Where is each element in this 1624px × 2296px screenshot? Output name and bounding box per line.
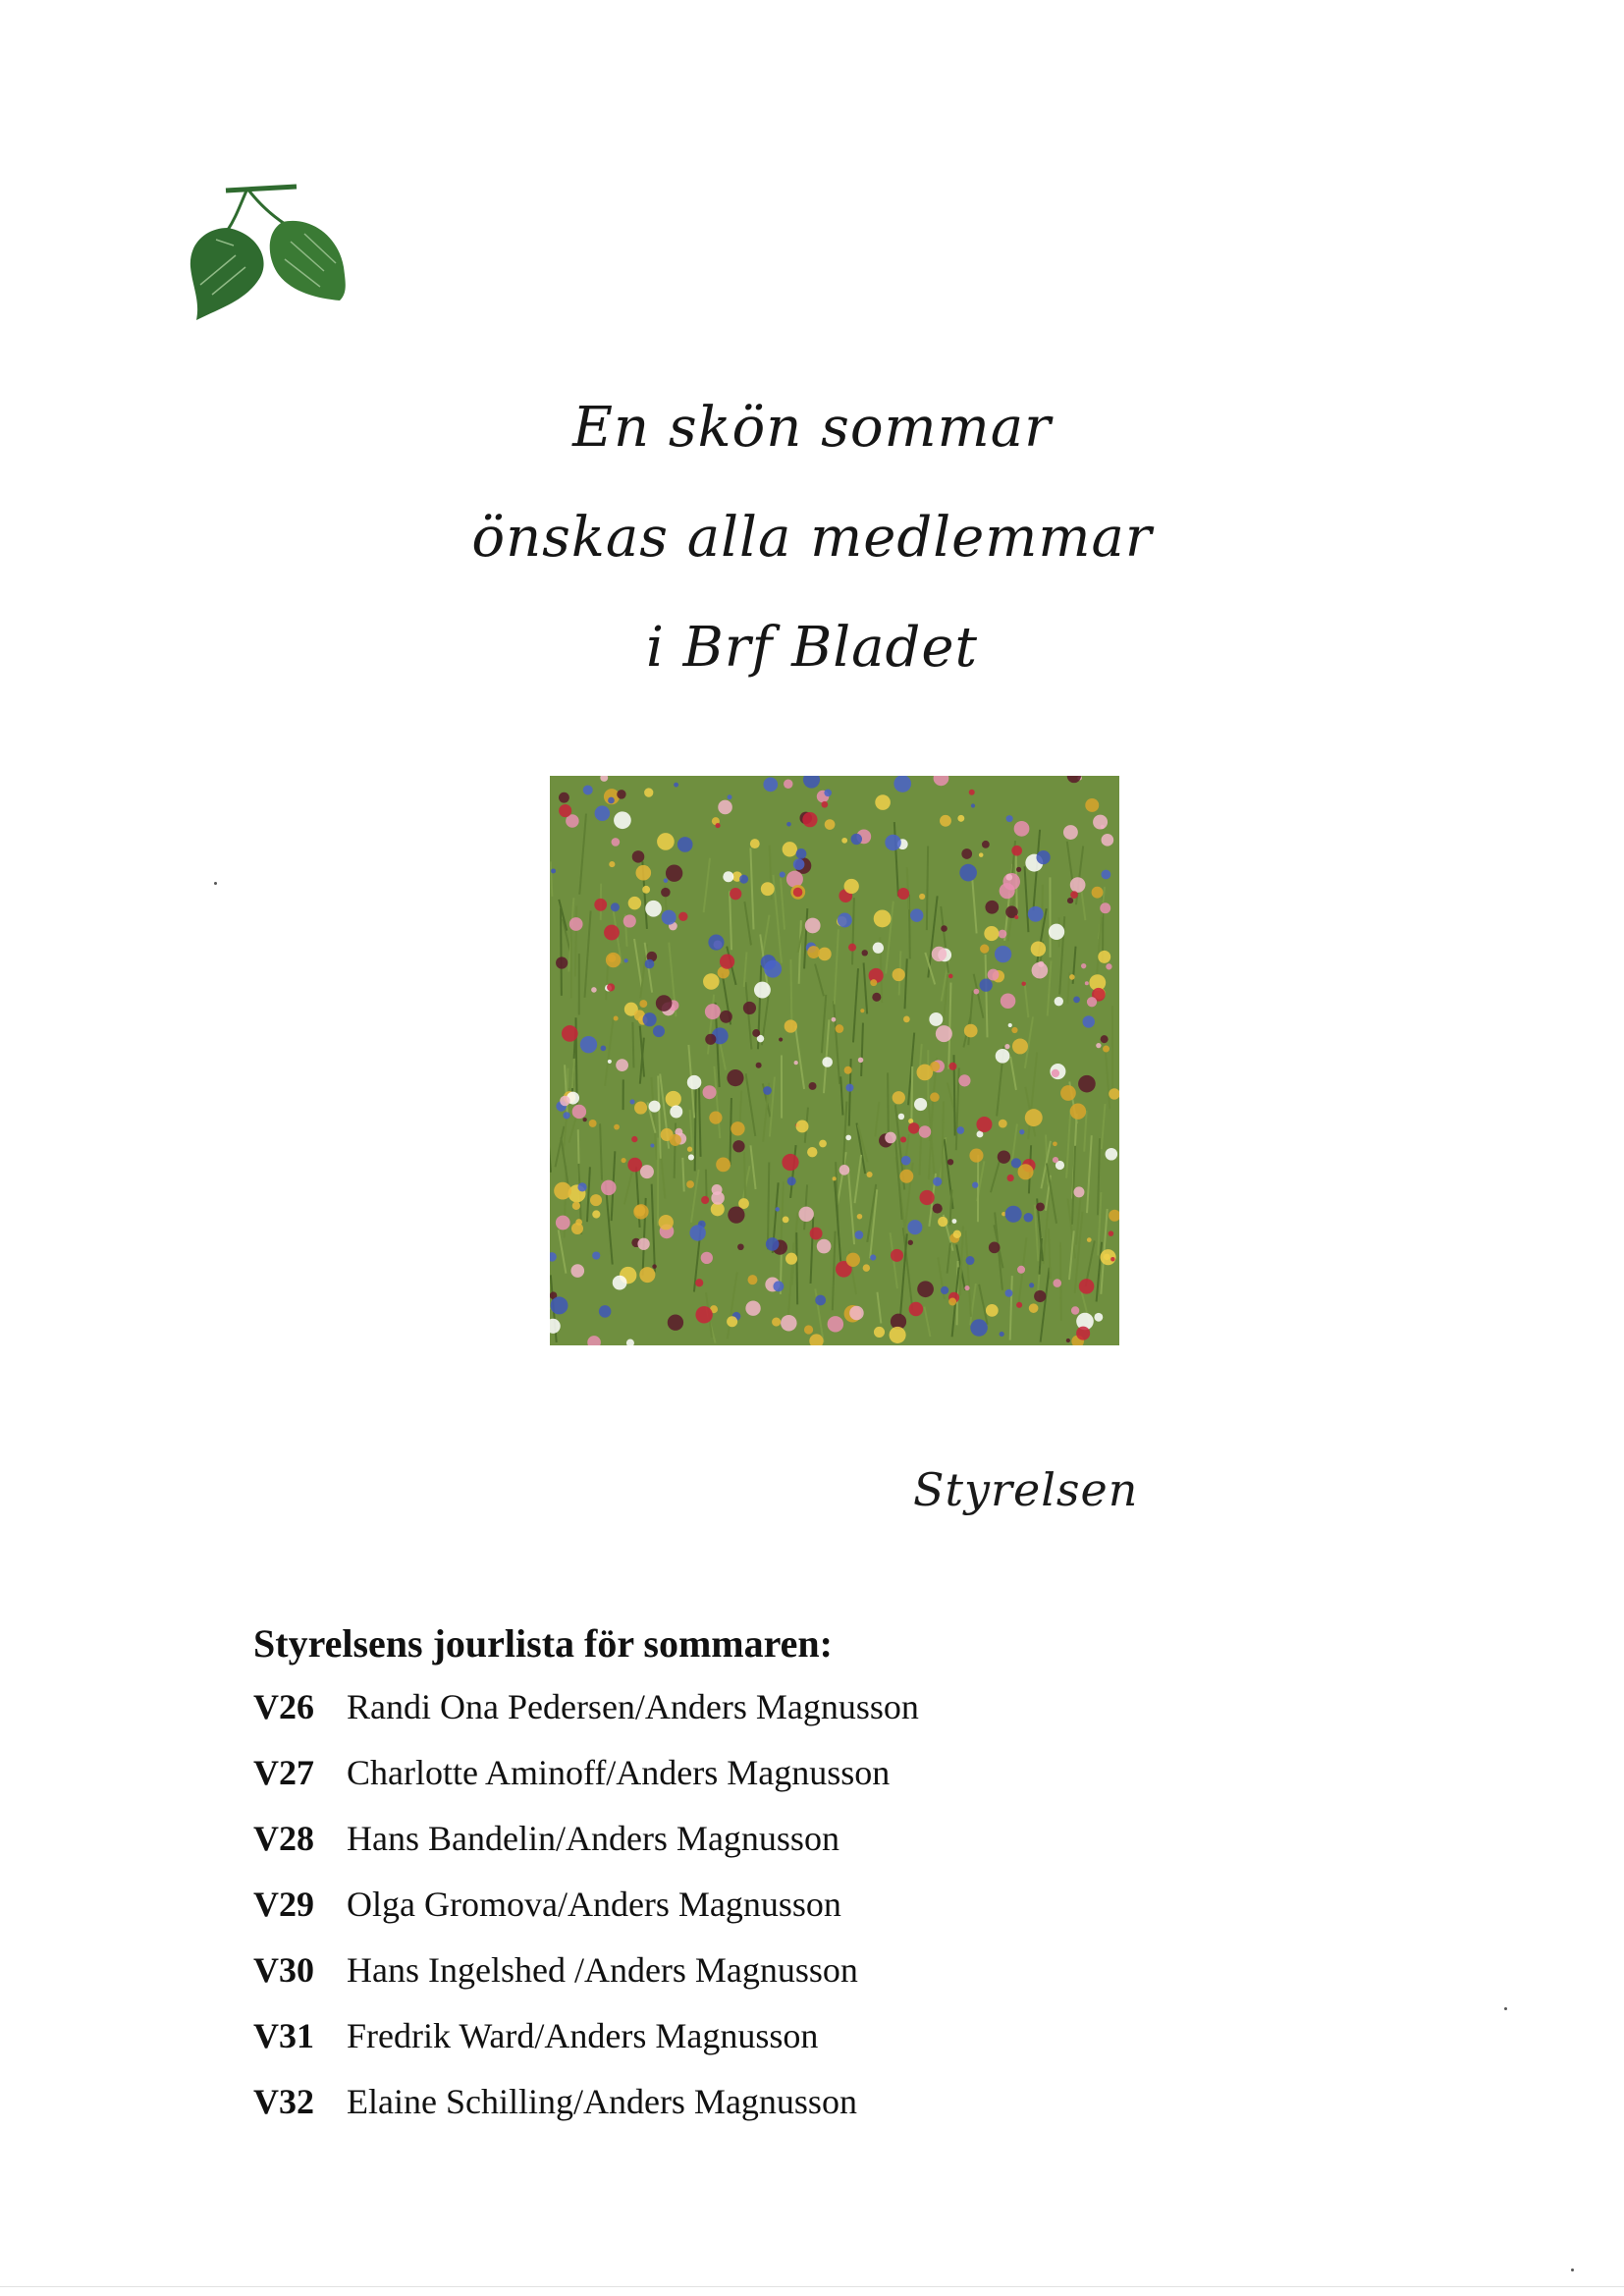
duty-names: Olga Gromova/Anders Magnusson <box>347 1885 841 1924</box>
week-label: V32 <box>253 2082 314 2121</box>
week-label: V28 <box>253 1819 314 1858</box>
schedule-row <box>253 1949 1333 2015</box>
duty-names: Fredrik Ward/Anders Magnusson <box>347 2016 819 2055</box>
week-label: V26 <box>253 1687 314 1726</box>
scan-speck <box>1504 2007 1507 2010</box>
scan-speck <box>1571 2269 1574 2271</box>
page-edge <box>0 2286 1624 2287</box>
schedule-row <box>253 1818 1333 1884</box>
duty-names: Hans Ingelshed /Anders Magnusson <box>347 1950 858 1990</box>
greeting-line-3: i Brf Bladet <box>645 616 979 680</box>
duty-names: Hans Bandelin/Anders Magnusson <box>347 1819 839 1858</box>
wildflower-meadow-photo <box>550 776 1119 1345</box>
greeting-line-2: önskas alla medlemmar <box>471 506 1153 570</box>
schedule-row <box>253 1686 1333 1752</box>
duty-names: Elaine Schilling/Anders Magnusson <box>347 2082 857 2121</box>
week-label: V29 <box>253 1885 314 1924</box>
week-label: V30 <box>253 1950 314 1990</box>
schedule-row <box>253 1884 1333 1949</box>
schedule-row <box>253 1752 1333 1818</box>
signature: Styrelsen <box>913 1463 1139 1516</box>
duty-schedule <box>253 1620 1333 2147</box>
duty-names: Randi Ona Pedersen/Anders Magnusson <box>347 1687 919 1726</box>
scan-speck <box>214 882 217 885</box>
schedule-title: Styrelsens jourlista för sommaren: <box>253 1621 833 1666</box>
week-label: V27 <box>253 1753 314 1792</box>
birch-leaf-icon <box>177 177 353 334</box>
schedule-row <box>253 2015 1333 2081</box>
schedule-row <box>253 2081 1333 2147</box>
duty-names: Charlotte Aminoff/Anders Magnusson <box>347 1753 891 1792</box>
greeting-line-1: En skön sommar <box>572 396 1052 460</box>
week-label: V31 <box>253 2016 314 2055</box>
greeting <box>0 373 1624 703</box>
